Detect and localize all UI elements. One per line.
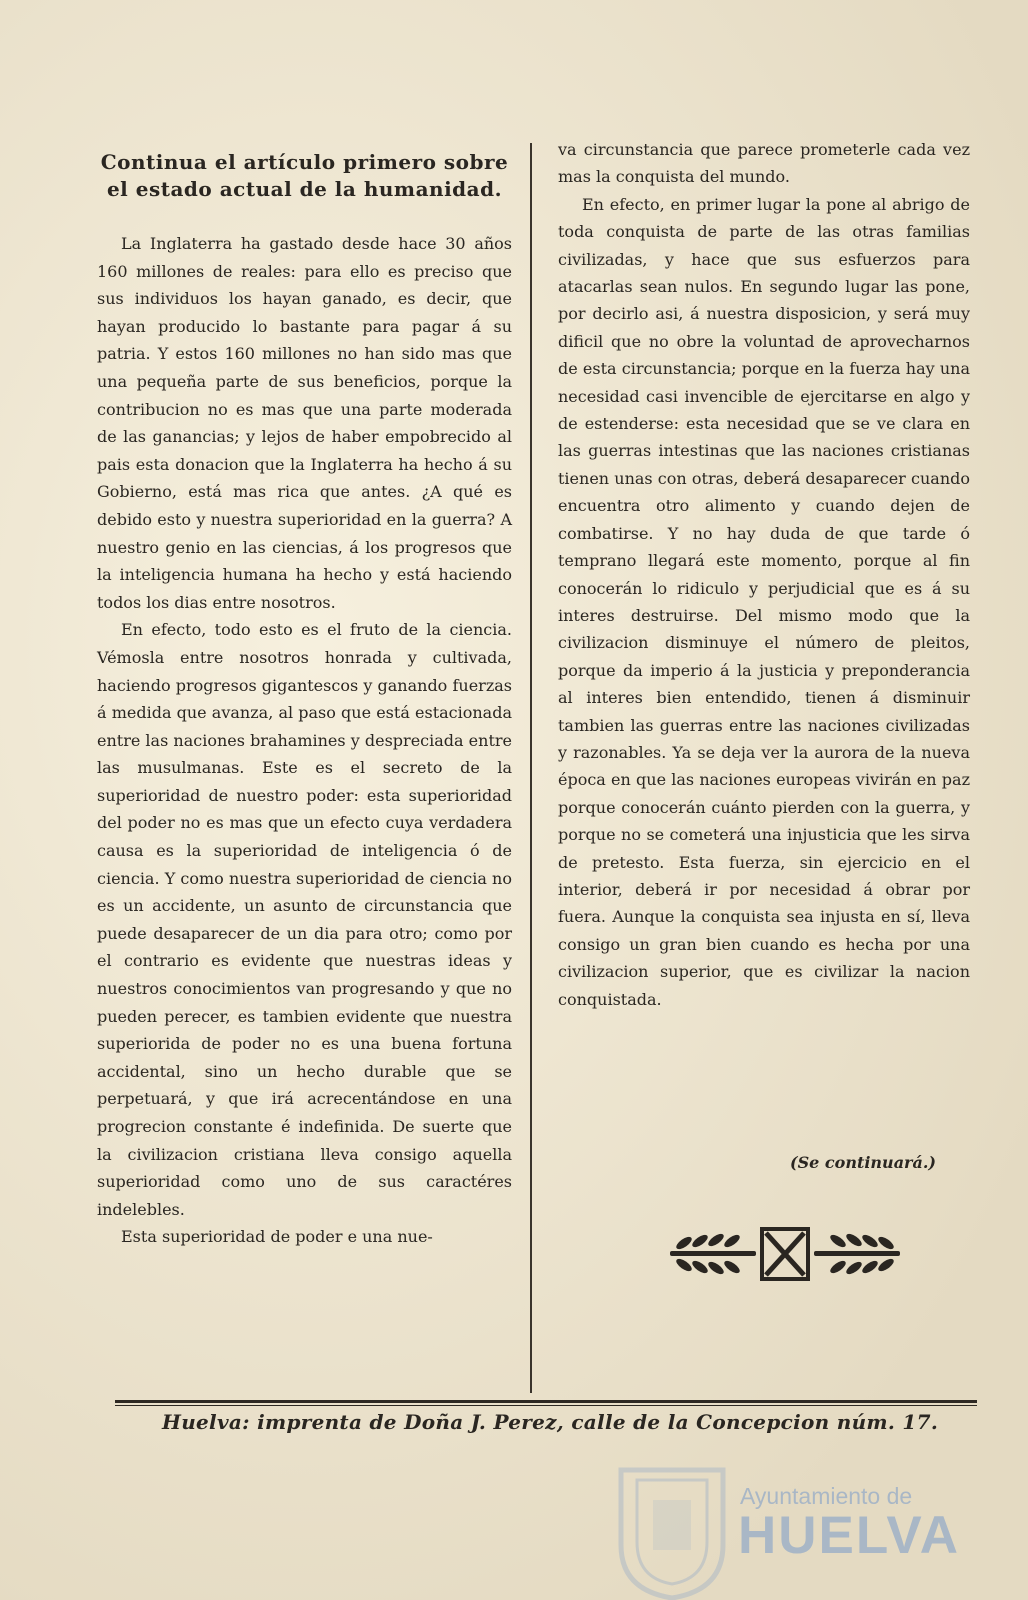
footer-rule-thin: [115, 1405, 977, 1406]
watermark-line-1: Ayuntamiento de: [740, 1483, 913, 1509]
laurel-ornament-icon: [670, 1225, 900, 1283]
footer-rule-thick: [115, 1400, 977, 1403]
printer-imprint: Huelva: imprenta de Doña J. Perez, calle de la Concepcion núm. 17.: [162, 1410, 939, 1434]
paragraph-1: La Inglaterra ha gastado desde hace 30 años 160 millones de reales: para ello es preciso que sus individuos los hayan ganado, es decir, que hayan producido lo bastante para pagar á su patria. Y estos 160 millones no han sido mas que una pequeña parte de sus beneficios, porque la contribucion no es mas que una parte moderada de las ganancias; y lejos de haber empobrecido al pais esta donacion que la Inglaterra ha hecho á su Gobierno, está mas rica que antes. ¿A qué es debido esto y nuestra superioridad en la guerra? A nuestro genio en las ciencias, á los progresos que la inteligencia humana ha hecho y está haciendo todos los dias entre nosotros.: [97, 234, 512, 612]
paragraph-3: Esta superioridad de poder e una nue-: [121, 1227, 433, 1247]
paragraph-4: En efecto, en primer lugar la pone al abrigo de toda conquista de parte de las otras familias civilizadas, y hace que sus esfuerzos para atacarlas sean nulos. En segundo lugar las pone, por decirlo asi, á nuestra disposicion, y será muy dificil que no obre la voluntad de aprovecharnos de esta circunstancia; porque en la fuerza hay una necesidad casi invencible de ejercitarse en algo y de estenderse: esta necesidad que se ve clara en las guerras intestinas que las naciones cristianas tienen unas con otras, deberá desaparecer cuando encuentra otro alimento y cuando dejen de combatirse. Y no hay duda de que tarde ó temprano llegará este momento, porque al fin conocerán lo ridiculo y perjudicial que es á su interes destruirse. Del mismo modo que la civilizacion disminuye el número de pleitos, porque da imperio á la justicia y preponderancia al interes bien entendido, tienen á disminuir tambien las guerras entre las naciones civilizadas y razonables. Ya se deja ver la aurora de la nueva época en que las naciones europeas vivirán en paz porque conocerán cuánto pierden con la guerra, y porque no se cometerá una injusticia que les sirva de pretesto. Esta fuerza, sin ejercicio en el interior, deberá ir por necesidad á obrar por fuera. Aunque la conquista sea injusta en sí, lleva consigo un gran bien cuando es hecha por una civilizacion superior, que es civilizar la nacion conquistada.: [558, 194, 970, 1009]
column-divider: [530, 143, 532, 1393]
paragraph-2: En efecto, todo esto es el fruto de la ciencia. Vémosla entre nosotros honrada y cultivada, haciendo progresos gigantescos y ganando fuerzas á medida que avanza, al paso que está estacionada entre las naciones brahamines y despreciada entre las musulmanas. Este es el secreto de la superioridad de nuestro poder: esta superioridad del poder no es mas que un efecto cuya verdadera causa es la superioridad de inteligencia ó de ciencia. Y como nuestra superioridad de ciencia no es un accidente, un asunto de circunstancia que puede desaparecer de un dia para otro; como por el contrario es evidente que nuestras ideas y nuestros conocimientos van progresando y que no pueden perecer, es tambien evidente que nuestra superiorida de poder no es una buena fortuna accidental, sino un hecho durable que se perpetuará, y que irá acrecentándose en una progrecion constante é indefinida. De suerte que la civilizacion cristiana lleva consigo aquella superioridad como uno de sus caractéres indelebles.: [97, 620, 512, 1219]
left-column: [97, 145, 512, 1251]
watermark-line-2: HUELVA: [738, 1506, 961, 1565]
continuation-note: (Se continuará.): [790, 1153, 936, 1172]
article-title: Continua el artículo primero sobre el estado actual de la humanidad.: [100, 150, 509, 201]
right-column: [558, 136, 970, 1013]
paragraph-3-continued: va circunstancia que parece prometerle cada vez mas la conquista del mundo.: [558, 140, 970, 187]
